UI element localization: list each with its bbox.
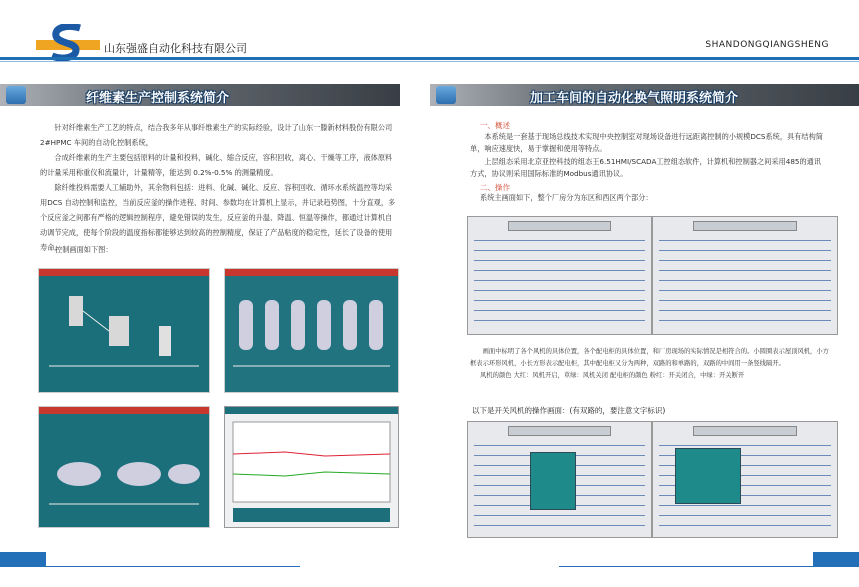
operation-screens-caption: 以下是开关风机的操作画面：(有双路的，要注意文字标识) [472,406,666,415]
left-paragraph-3: 除纤维投料需要人工辅助外，其余物料包括：进料、化碱、碱化、反应、容积回收、循环水系统温控等均采用DCS 自动控制和监控，当前反应釜的操作进程、时间、参数均在计算机上显示，并记录趋势图，十分直观，多个反应釜之间都有严格的逻辑控制程序，避免错误的发生，反应釜的升温、降温、恒温等操作，都通过计算机自动调节完成，使每个阶段的温度指标都能够达到较高的控制精度，保证了产品粘度的稳定性，延长了设备的使用寿命。 [40,183,396,252]
tank-diagram [39,414,209,527]
screen-title-bar-4 [693,426,796,436]
footer-left-line [0,566,300,567]
right-banner-title: 加工车间的自动化换气照明系统简介 [530,91,739,106]
control-screen-1 [38,268,210,393]
process-diagram [39,276,209,392]
operation-popup [530,452,576,510]
control-screen-2 [224,268,399,393]
right-section-banner [430,84,859,106]
section-overview-text: 本系统是一套基于现场总线技术实现中央控制室对现场设备进行远距离控制的小规模DCS系统，具有结构简单，响应速度快，易于掌握和使用等特点。 [470,132,823,153]
left-paragraph-2: 合成纤维素的生产主要包括原料的计量和投料，碱化、缩合反应，容积回收，离心、干燥等工序，液体原料的计量采用称重仪和流量计，计量精等，能达到 0.2%-0.5% 的测量精度。 [40,153,393,177]
plant-screen-east [467,216,652,335]
fan-operation-screen-2 [652,421,838,538]
figure-description: 画面中标明了各个风机的具体位置，各个配电柜的具体位置，和厂房现场的实际情况是相符合的。小圆圈表示屋顶风机，小方框表示环形风机，小长方形表示配电柜，其中配电柜又分为两种，双路的和单路的，双路的中间用一条竖线隔开。 [470,348,829,367]
control-screen-3 [38,406,210,528]
screen-title-bar [508,221,611,231]
left-banner-title: 纤维素生产控制系统简介 [86,91,230,106]
fan-operation-screen-1 [467,421,652,538]
page-number-right: 08 [814,554,826,564]
section-overview-text-2: 上层组态采用北京亚控科技的组态王6.51HMI/SCADA工控组态软件，计算机和控制器之间采用485的通讯方式，协议则采用国际标准的Modbus通讯协议。 [470,157,822,178]
header-divider-thin [0,61,859,62]
screen-title-bar-3 [508,426,611,436]
left-paragraph-1: 针对纤维素生产工艺的特点，结合我多年从事纤维素生产的实际经验，设计了山东一滕新材料股份有限公司2#HPMC 车间的自动化控制系统， [40,123,393,147]
footer-right-line [559,566,859,567]
company-name-en: SHANDONGQIANGSHENG [705,40,829,50]
color-legend: 风机的颜色 大红：风机开启，草绿：风机关闭 配电柜的颜色 粉红：开关闭合，中绿：开关断开 [480,372,745,379]
company-name: 山东强盛自动化科技有限公司 [104,42,247,55]
left-section-banner [0,84,400,106]
section-operation-text: 系统主画面如下，整个厂房分为东区和西区两个部分： [480,193,653,202]
plant-screen-west [652,216,838,335]
trend-chart-screen [224,406,399,528]
section-operation-heading: 二、操作 [480,183,510,192]
operation-popup-2 [675,448,741,504]
trend-plot [225,414,398,527]
banner-cap-icon-right [436,86,456,104]
reactor-diagram [225,276,398,392]
header-divider [0,57,859,60]
banner-cap-icon [6,86,26,104]
section-overview-heading: 一、概述 [480,121,510,130]
page-number-left: 07 [32,554,44,564]
left-screens-caption: 控制画面如下图： [55,245,113,254]
screen-title-bar-2 [693,221,796,231]
